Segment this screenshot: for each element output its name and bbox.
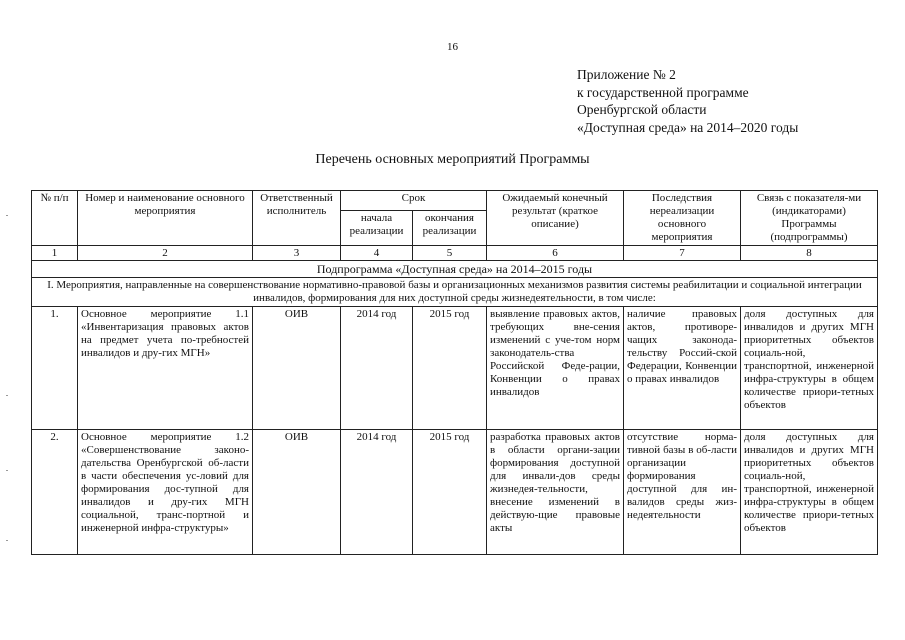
table-header-row <box>32 191 878 211</box>
header-executor: Ответственный исполнитель <box>253 191 341 246</box>
measures-table <box>31 190 878 555</box>
row-end: 2015 год <box>413 430 487 555</box>
scan-margin-mark <box>6 540 8 541</box>
annex-block <box>577 66 798 136</box>
scan-margin-mark <box>6 395 8 396</box>
row-consequences: наличие правовых актов, противоре-чащих законода-тельству Россий-ской Федерации, Конвенции о правах инвалидов <box>624 307 741 430</box>
header-start: начала реализации <box>341 210 413 245</box>
section-title: I. Мероприятия, направленные на совершенствование нормативно-правовой базы и организационных механизмов развития системы реабилитации и социальной интеграции инвалидов, формирования для них доступной среды жизнедеятельности, в том числе: <box>32 278 878 307</box>
table-row <box>32 430 878 555</box>
header-end: окончания реализации <box>413 210 487 245</box>
document-title: Перечень основных мероприятий Программы <box>315 152 590 167</box>
annex-line: Оренбургской области <box>577 102 707 117</box>
header-consequences: Последствия нереализации основного мероприятия <box>624 191 741 246</box>
row-num: 2. <box>32 430 78 555</box>
row-link: доля доступных для инвалидов и других МГН приоритетных объектов социаль-ной, транспортной, инженерной инфра-структуры в общем количестве приори-тетных объектов <box>741 307 878 430</box>
subprogram-row <box>32 261 878 278</box>
column-number: 2 <box>78 246 253 261</box>
scan-margin-mark <box>6 470 8 471</box>
column-number: 4 <box>341 246 413 261</box>
header-term: Срок <box>341 191 487 211</box>
page-number: 16 <box>447 41 458 53</box>
row-num: 1. <box>32 307 78 430</box>
column-number: 5 <box>413 246 487 261</box>
column-numbers-row <box>32 246 878 261</box>
row-end: 2015 год <box>413 307 487 430</box>
header-link: Связь с показателя-ми (индикаторами) Программы (подпрограммы) <box>741 191 878 246</box>
row-result: разработка правовых актов в области органи-зации формирования доступной для инвали-дов среды жизнедея-тельности, внесение изменений в действую-щие правовые акты <box>487 430 624 555</box>
column-number: 1 <box>32 246 78 261</box>
annex-line: к государственной программе <box>577 84 749 100</box>
column-number: 8 <box>741 246 878 261</box>
annex-line: «Доступная среда» на 2014–2020 годы <box>577 119 799 135</box>
row-executor: ОИВ <box>253 307 341 430</box>
row-start: 2014 год <box>341 430 413 555</box>
row-result: выявление правовых актов, требующих вне-сения изменений с уче-том норм законодатель-ства Российской Феде-рации, Конвенции о правах инвалидов <box>487 307 624 430</box>
subprogram-title: Подпрограмма «Доступная среда» на 2014–2015 годы <box>32 261 878 278</box>
section-row <box>32 278 878 307</box>
row-consequences: отсутствие норма-тивной базы в об-ласти организации формирования доступной для ин-валидов среды жиз-недеятельности <box>624 430 741 555</box>
column-number: 7 <box>624 246 741 261</box>
column-number: 6 <box>487 246 624 261</box>
row-start: 2014 год <box>341 307 413 430</box>
header-name: Номер и наименование основного мероприятия <box>78 191 253 246</box>
header-result: Ожидаемый конечный результат (краткое описание) <box>487 191 624 246</box>
table-row <box>32 307 878 430</box>
row-name: Основное мероприятие 1.2 «Совершенствование законо-дательства Оренбургской об-ласти в части обеспечения ус-ловий для формирования дос-тупной для инвалидов и дру-гих МГН социальной, транс-портной и инженерной инфра-структуры» <box>78 430 253 555</box>
row-link: доля доступных для инвалидов и других МГН приоритетных объектов социаль-ной, транспортной, инженерной инфра-структуры в общем количестве приори-тетных объектов <box>741 430 878 555</box>
annex-line: Приложение № 2 <box>577 67 676 82</box>
scan-margin-mark <box>6 215 8 216</box>
column-number: 3 <box>253 246 341 261</box>
row-executor: ОИВ <box>253 430 341 555</box>
row-name: Основное мероприятие 1.1 «Инвентаризация правовых актов на предмет учета по-требностей инвалидов и дру-гих МГН» <box>78 307 253 430</box>
header-num: № п/п <box>32 191 78 246</box>
